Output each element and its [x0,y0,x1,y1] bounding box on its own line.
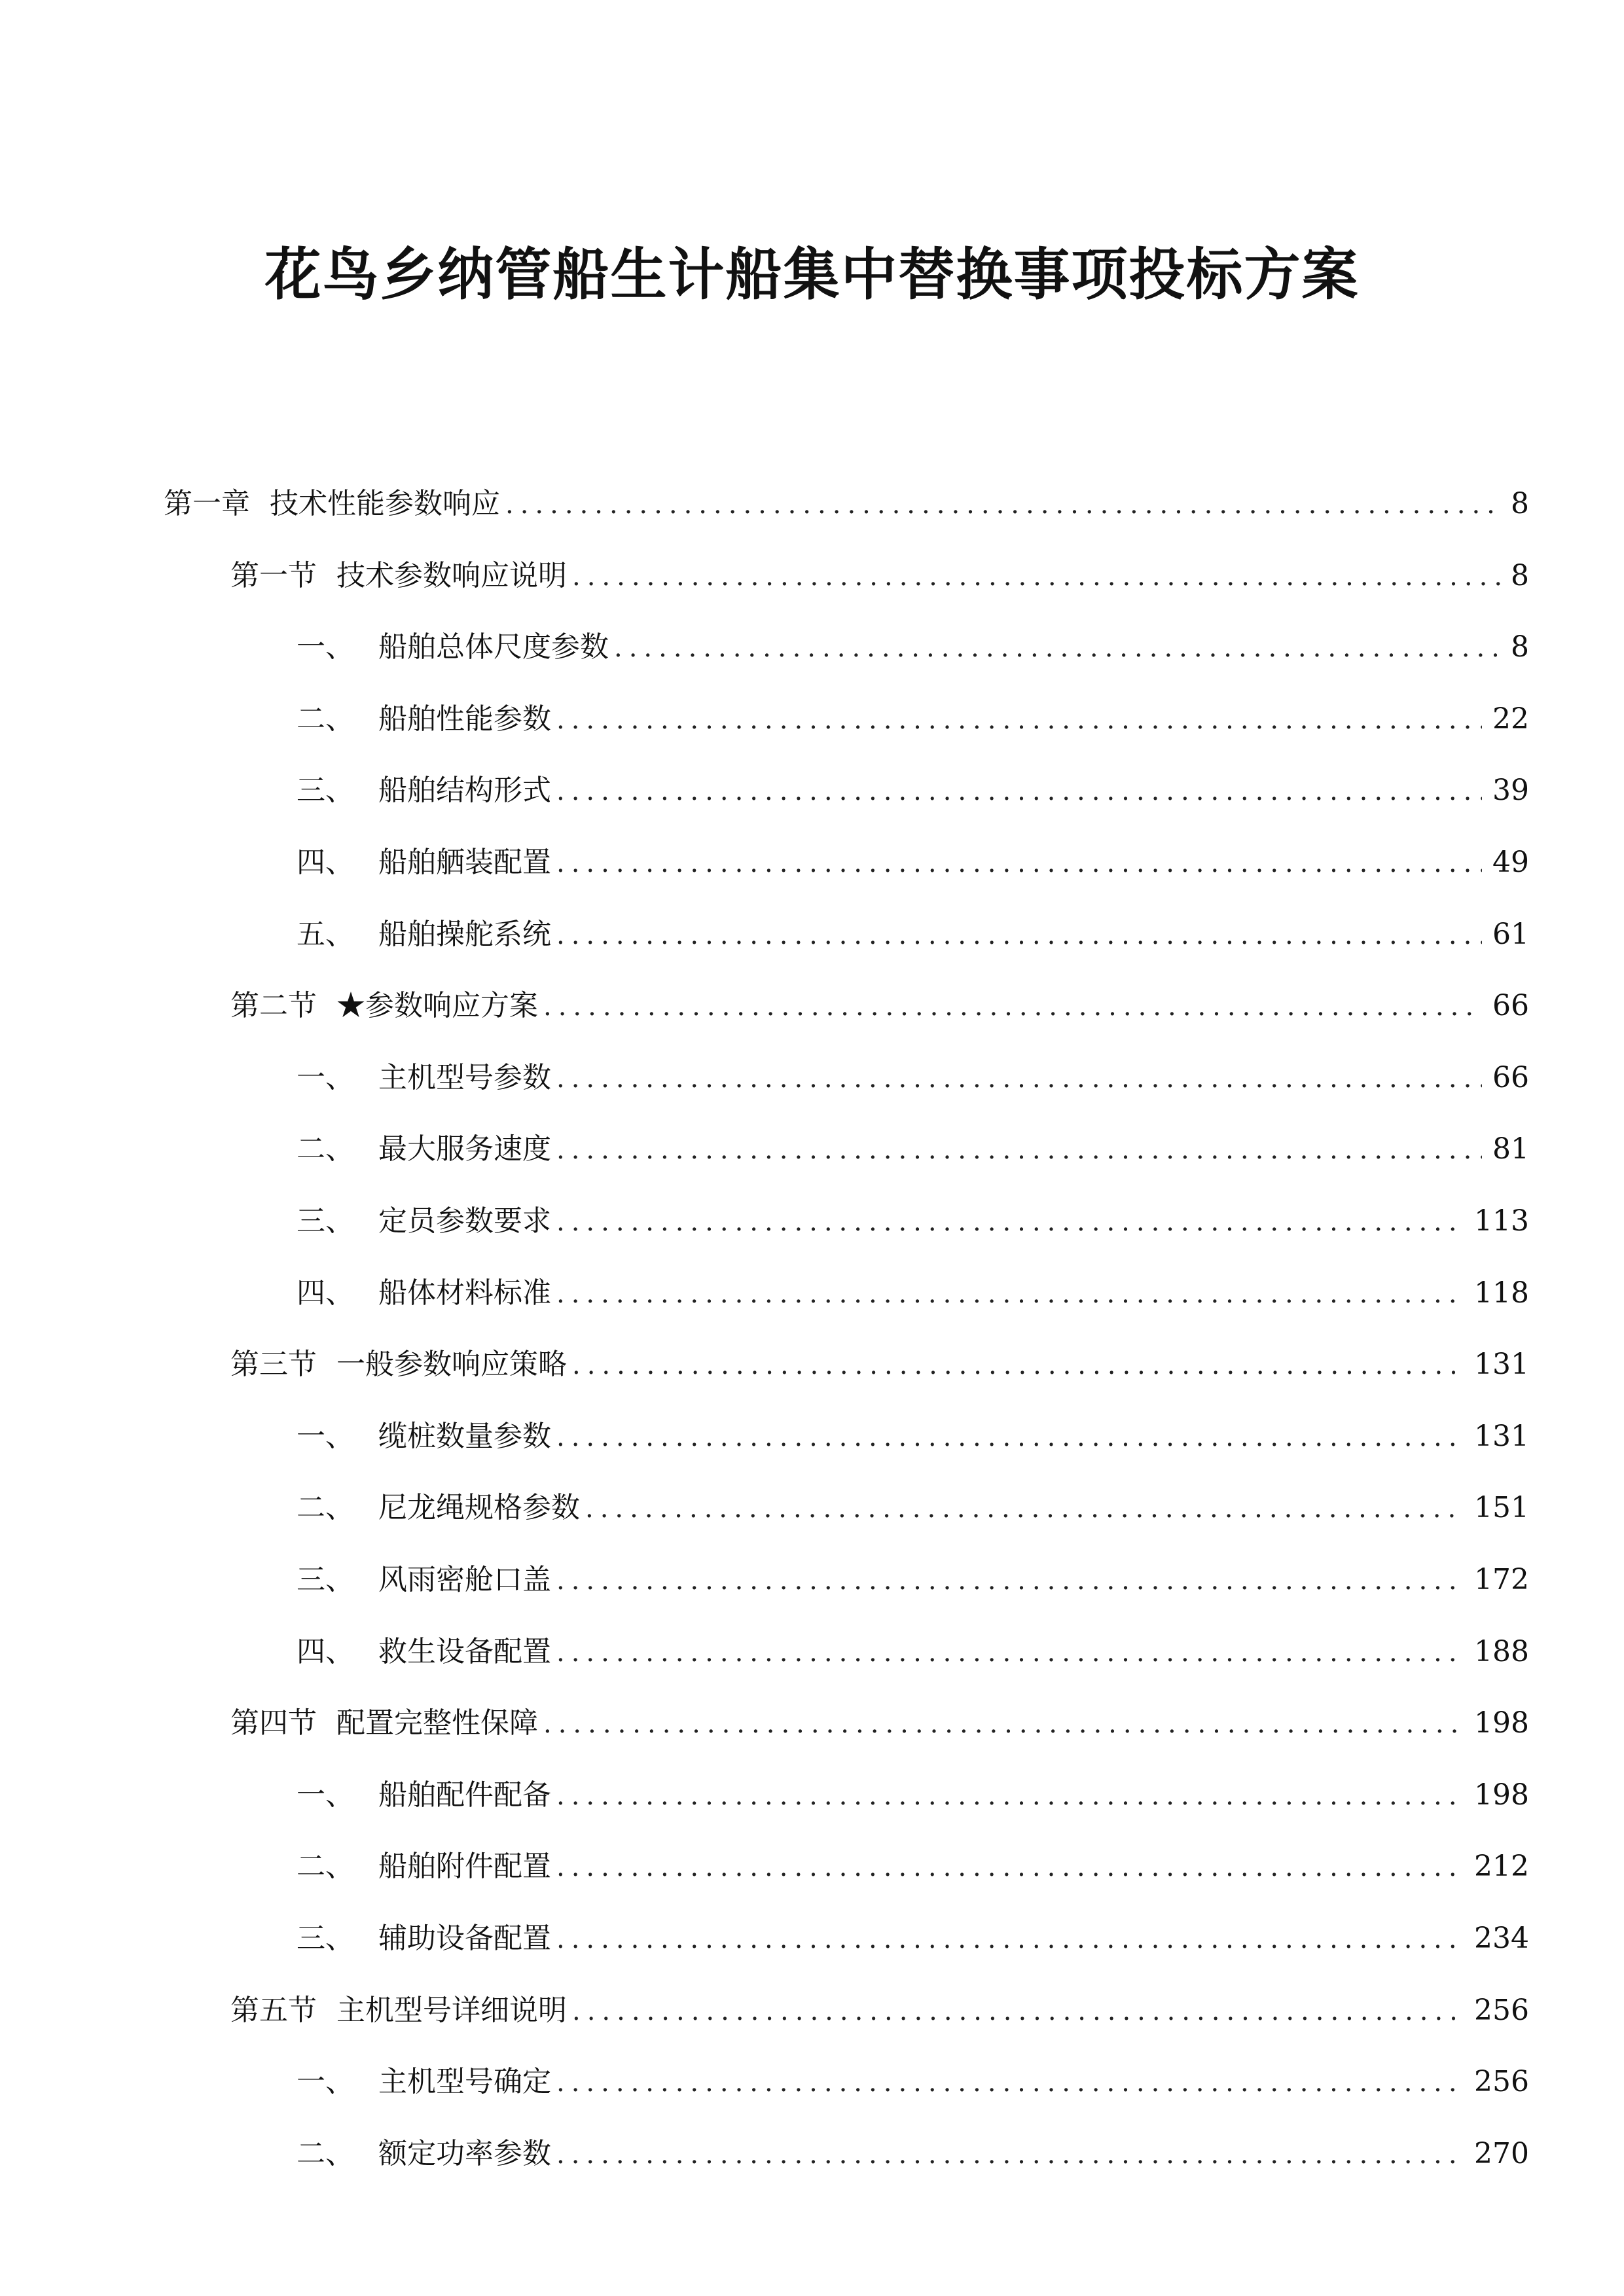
toc-entry-title: 主机型号详细说明 [336,1993,567,2027]
toc-page-number: 8 [1511,558,1529,592]
toc-dot-leader [556,1271,1464,1317]
toc-entry-title: 船舶结构形式 [378,774,551,808]
toc-dot-leader [556,1844,1464,1890]
toc-page-number: 61 [1492,917,1529,951]
toc-page-number: 234 [1474,1922,1529,1955]
toc-dot-leader [556,1773,1464,1819]
toc-dot-leader [556,1199,1464,1245]
document-title: 花鸟乡纳管船生计船集中替换事项投标方案 [264,242,1360,308]
toc-entry[interactable] [297,1055,1529,1101]
toc-entry[interactable] [297,768,1529,814]
toc-entry-number: 一、 [297,1060,354,1094]
toc-entry-number: 二、 [297,2136,354,2170]
toc-entry-number: 三、 [297,1563,354,1596]
toc-entry-title: 船体材料标准 [378,1276,551,1310]
toc-dot-leader [556,1056,1482,1102]
toc-entry-title: 风雨密舱口盖 [378,1563,551,1596]
toc-entry-number: 一、 [297,2065,354,2099]
toc-entry-title: 救生设备配置 [378,1634,551,1668]
toc-entry[interactable] [164,481,1529,527]
toc-entry-title: 定员参数要求 [378,1204,551,1238]
toc-entry-number: 第三节 [230,1348,317,1382]
toc-entry-number: 一、 [297,1419,354,1453]
toc-dot-leader [572,554,1500,600]
toc-page-number: 270 [1474,2136,1529,2170]
toc-entry-title: 辅助设备配置 [378,1922,551,1955]
toc-entry[interactable] [297,1844,1529,1890]
toc-entry[interactable] [297,840,1529,886]
toc-page-number: 39 [1492,774,1529,808]
toc-entry[interactable] [297,1557,1529,1603]
toc-dot-leader [556,768,1482,814]
toc-entry[interactable] [297,1916,1529,1962]
toc-dot-leader [556,1558,1464,1604]
toc-page-number: 151 [1474,1491,1529,1525]
toc-page-number: 8 [1511,630,1529,664]
toc-page-number: 22 [1492,702,1529,736]
toc-page-number: 198 [1474,1778,1529,1812]
toc-entry-number: 三、 [297,1204,354,1238]
toc-page-number: 8 [1511,487,1529,520]
toc-dot-leader [543,984,1482,1030]
toc-entry-number: 五、 [297,917,354,951]
toc-entry[interactable] [297,1485,1529,1531]
toc-page-number: 66 [1492,1060,1529,1094]
toc-entry[interactable] [230,983,1529,1029]
toc-entry[interactable] [230,1700,1529,1746]
toc-entry-number: 第一章 [164,487,250,520]
toc-entry-number: 三、 [297,1922,354,1955]
toc-entry-title: 船舶舾装配置 [378,846,551,879]
toc-page-number: 256 [1474,2065,1529,2099]
toc-entry-number: 二、 [297,1132,354,1166]
toc-dot-leader [572,1342,1464,1388]
toc-entry[interactable] [297,1629,1529,1675]
toc-entry-title: 船舶配件配备 [378,1778,551,1812]
toc-entry-title: 一般参数响应策略 [336,1348,567,1382]
toc-entry[interactable] [297,696,1529,742]
toc-dot-leader [556,1127,1482,1173]
toc-page-number: 113 [1474,1204,1529,1238]
toc-dot-leader [572,1988,1464,2034]
toc-dot-leader [556,2060,1464,2106]
toc-entry-title: 配置完整性保障 [336,1706,538,1740]
toc-dot-leader [556,912,1482,958]
toc-page-number: 188 [1474,1634,1529,1668]
toc-dot-leader [556,1916,1464,1962]
toc-entry-title: 技术性能参数响应 [270,487,500,520]
toc-entry-title: 缆桩数量参数 [378,1419,551,1453]
toc-entry-number: 四、 [297,1276,354,1310]
toc-entry-title: 船舶附件配置 [378,1850,551,1884]
toc-dot-leader [556,697,1482,743]
toc-entry-number: 第二节 [230,989,317,1023]
toc-entry-title: 尼龙绳规格参数 [378,1491,580,1525]
toc-entry-number: 四、 [297,1634,354,1668]
toc-entry-number: 二、 [297,702,354,736]
toc-entry-title: 主机型号确定 [378,2065,551,2099]
toc-entry-number: 四、 [297,846,354,879]
toc-entry[interactable] [230,1342,1529,1388]
toc-entry[interactable] [297,1414,1529,1460]
toc-entry-number: 二、 [297,1850,354,1884]
toc-dot-leader [543,1701,1464,1747]
toc-entry[interactable] [297,1198,1529,1244]
toc-entry[interactable] [297,2059,1529,2105]
toc-dot-leader [614,625,1500,671]
toc-dot-leader [556,840,1482,886]
toc-page-number: 49 [1492,846,1529,879]
toc-entry[interactable] [297,624,1529,670]
toc-entry-number: 一、 [297,630,354,664]
toc-page-number: 66 [1492,989,1529,1023]
toc-entry-title: 额定功率参数 [378,2136,551,2170]
toc-entry-number: 二、 [297,1491,354,1525]
toc-entry[interactable] [297,1270,1529,1316]
toc-page-number: 212 [1474,1850,1529,1884]
toc-entry-title: 船舶总体尺度参数 [378,630,609,664]
toc-dot-leader [556,1414,1464,1460]
toc-entry-number: 一、 [297,1778,354,1812]
toc-entry[interactable] [297,912,1529,958]
toc-entry[interactable] [297,1126,1529,1172]
toc-entry-title: 主机型号参数 [378,1060,551,1094]
toc-entry[interactable] [297,1772,1529,1818]
toc-entry-number: 三、 [297,774,354,808]
toc-entry-title: ★参数响应方案 [336,989,538,1023]
toc-entry-number: 第五节 [230,1993,317,2027]
toc-entry[interactable] [297,2131,1529,2177]
toc-dot-leader [556,2132,1464,2178]
toc-entry[interactable] [230,1988,1529,2034]
toc-entry[interactable] [230,553,1529,599]
toc-entry-number: 第一节 [230,558,317,592]
toc-page-number: 131 [1474,1348,1529,1382]
toc-entry-title: 船舶性能参数 [378,702,551,736]
toc-dot-leader [505,482,1500,528]
toc-entry-title: 船舶操舵系统 [378,917,551,951]
toc-page-number: 81 [1492,1132,1529,1166]
toc-entry-title: 最大服务速度 [378,1132,551,1166]
toc-dot-leader [585,1486,1464,1532]
toc-page-number: 172 [1474,1563,1529,1596]
toc-entry-number: 第四节 [230,1706,317,1740]
toc-page-number: 118 [1474,1276,1529,1310]
toc-page-number: 198 [1474,1706,1529,1740]
toc-page-number: 256 [1474,1993,1529,2027]
toc-page-number: 131 [1474,1419,1529,1453]
toc-dot-leader [556,1630,1464,1676]
toc-entry-title: 技术参数响应说明 [336,558,567,592]
